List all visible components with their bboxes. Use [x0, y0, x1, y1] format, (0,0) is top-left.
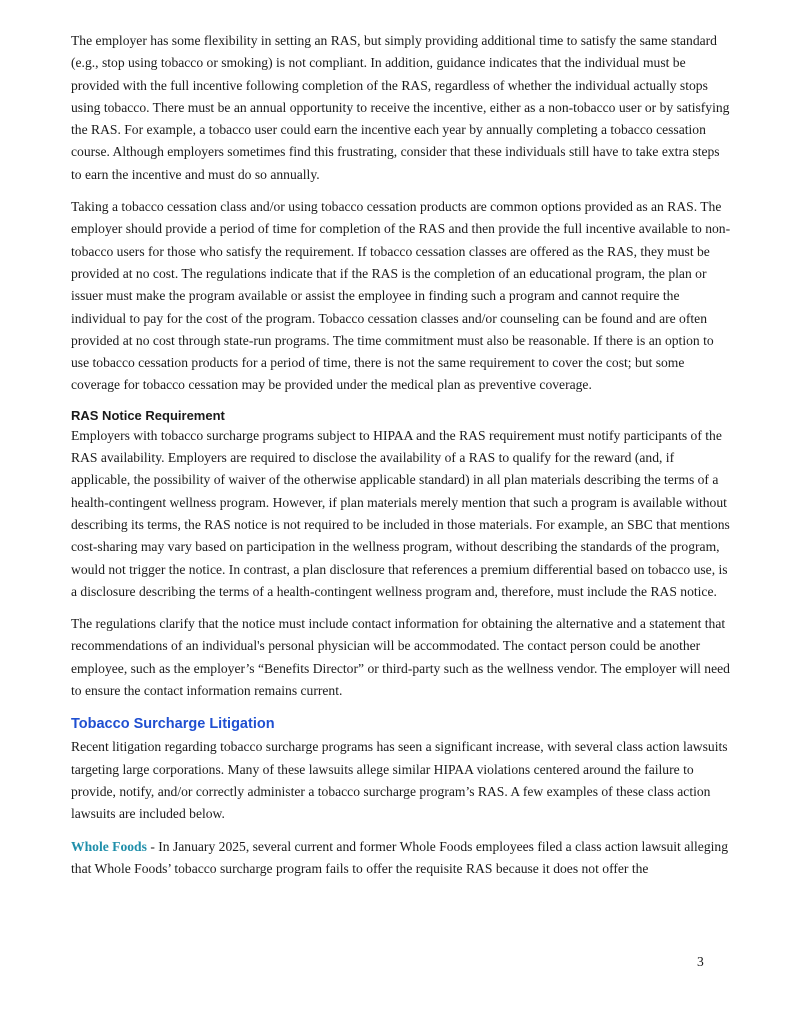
page-number: 3 [697, 954, 704, 969]
case-text-whole-foods: - In January 2025, several current and former Whole Foods employees filed a class action lawsuit alleging that Whole Foods’ tobacco surcharge program fails to offer the requisite RAS because it does not offer the [71, 838, 729, 876]
document-body [71, 30, 731, 890]
paragraph-litigation: Recent litigation regarding tobacco surcharge programs has seen a significant increase, with several class action lawsuits targeting large corporations. Many of these lawsuits allege similar HIPAA violations centered around the failure to provide, notify, and/or correctly administer a tobacco surcharge program’s RAS. A few examples of these class action lawsuits are included below. [71, 739, 728, 822]
heading-litigation: Tobacco Surcharge Litigation [71, 716, 275, 733]
paragraph-notice-requirement: Employers with tobacco surcharge programs subject to HIPAA and the RAS requirement must notify participants of the RAS availability. Employers are required to disclose the availability of a RAS to qualify for the reward (and, if applicable, the possibility of waiver of the otherwise applicable standard) in all plan materials describing the terms of a health-contingent wellness program. However, if plan materials merely mention that such a program is available without describing its terms, the RAS notice is not required to be included in those materials. For example, an SBC that mentions cost-sharing may vary based on participation in the wellness program, without describing the standards of the program, would not trigger the notice. In contrast, a plan disclosure that references a premium differential based on tobacco use, is a disclosure describing the terms of a health-contingent wellness program and, therefore, must include the RAS notice. [71, 427, 730, 599]
case-name-whole-foods: Whole Foods [71, 838, 147, 854]
paragraph-whole-foods [71, 836, 731, 881]
heading-ras-notice: RAS Notice Requirement [71, 407, 225, 423]
paragraph-cessation-options: Taking a tobacco cessation class and/or using tobacco cessation products are common options provided as an RAS. The employer should provide a period of time for completion of the RAS and then provide the full incentive available to non-tobacco users for those who satisfy the requirement. If tobacco cessation classes are offered as the RAS, they must be provided at no cost. The regulations indicate that if the RAS is the completion of an educational program, the plan or issuer must make the program available or assist the employee in finding such a program and cannot require the individual to pay for the cost of the program. Tobacco cessation classes and/or counseling can be found and are often provided at no cost through state-run programs. The time commitment must also be reasonable. If there is an option to use tobacco cessation products for a period of time, there is not the same requirement to cover the cost; but some coverage for tobacco cessation may be provided under the medical plan as preventive coverage. [71, 199, 731, 393]
paragraph-notice-contact: The regulations clarify that the notice must include contact information for obtaining the alternative and a statement that recommendations of an individual's personal physician will be accommodated. The contact person could be another employee, such as the employer’s “Benefits Director” or third-party such as the wellness vendor. The employer will need to ensure the contact information remains current. [71, 616, 730, 699]
paragraph-ras-flexibility: The employer has some flexibility in setting an RAS, but simply providing additional time to satisfy the same standard (e.g., stop using tobacco or smoking) is not compliant. In addition, guidance indicates that the individual must be provided with the full incentive following completion of the RAS, regardless of whether the individual actually stops using tobacco. There must be an annual opportunity to receive the incentive, either as a non-tobacco user or by satisfying the RAS. For example, a tobacco user could earn the incentive each year by annually completing a tobacco cessation course. Although employers sometimes find this frustrating, consider that these individuals still have to take extra steps to earn the incentive and must do so annually. [71, 33, 730, 182]
